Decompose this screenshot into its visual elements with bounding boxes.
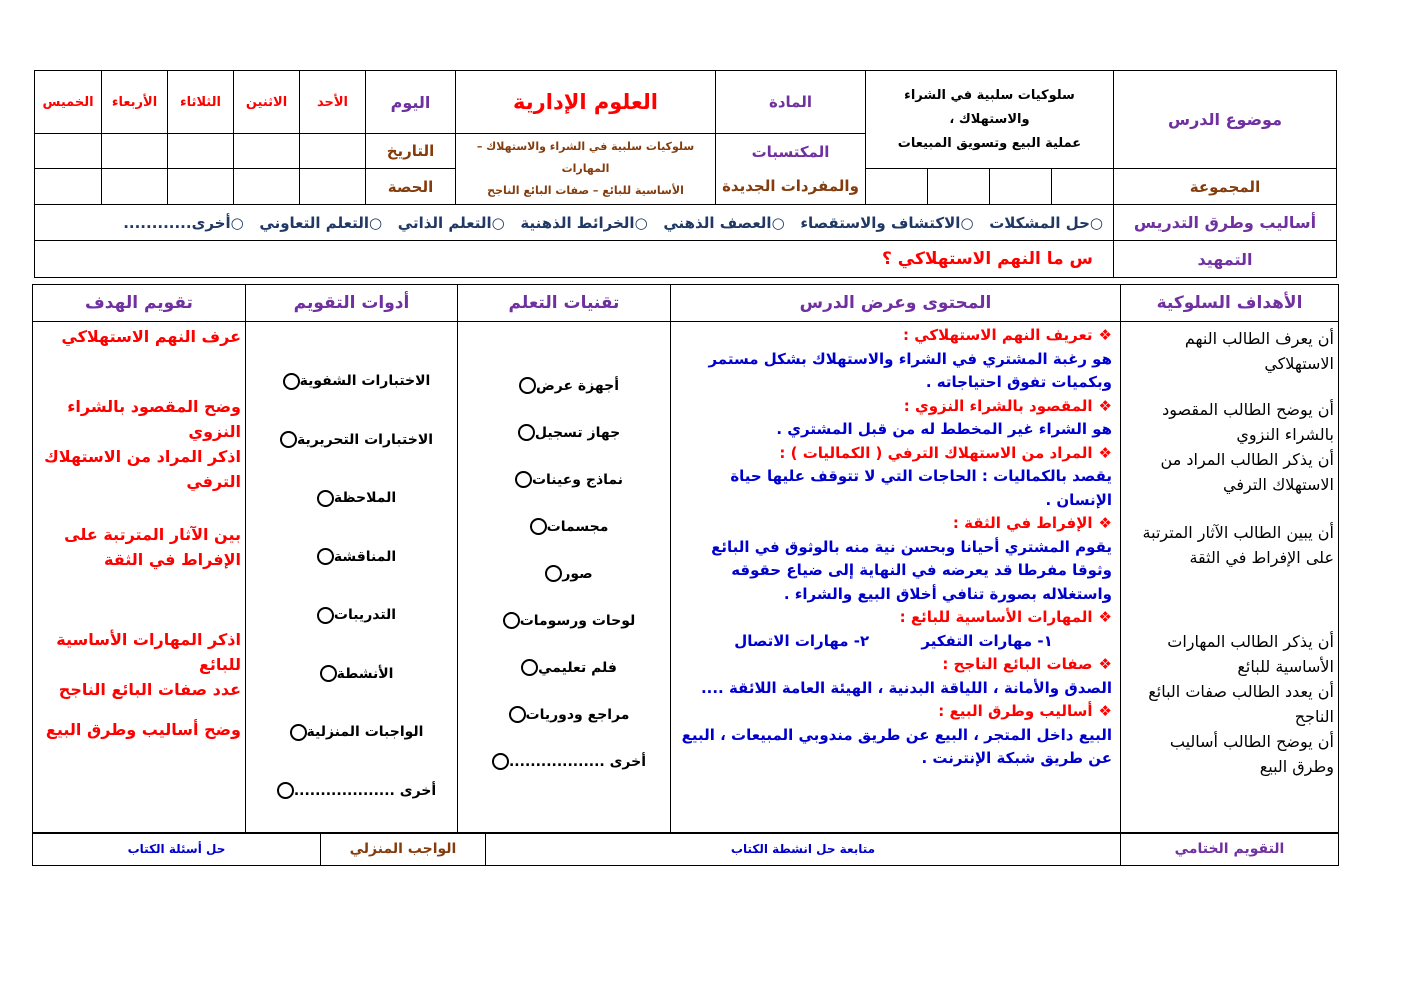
- content-heading: صفات البائع الناجح :: [942, 655, 1093, 673]
- radio-circle-icon[interactable]: [317, 607, 334, 624]
- content-heading: المهارات الأساسية للبائع :: [899, 608, 1093, 626]
- period-cell-2[interactable]: [234, 169, 300, 205]
- content-paragraph: يقصد بالكماليات : الحاجات التي لا تتوقف عليها حياة الإنسان .: [730, 467, 1112, 509]
- period-label: الحصة: [366, 169, 456, 205]
- diamond-bullet-icon: ❖: [1098, 443, 1112, 462]
- technique-item[interactable]: نماذج وعينات: [462, 456, 666, 503]
- diamond-bullet-icon: ❖: [1098, 514, 1112, 532]
- radio-circle-icon[interactable]: [518, 424, 535, 441]
- radio-circle-icon[interactable]: [317, 548, 334, 565]
- col-techniques: تقنيات التعلم: [458, 285, 671, 322]
- footer-table: [32, 832, 1339, 866]
- content-heading: تعريف النهم الاستهلاكي :: [903, 326, 1093, 344]
- tool-item[interactable]: المناقشة: [250, 528, 453, 587]
- evaluation-item: بين الآثار المترتبة على الإفراط في الثقة: [64, 525, 241, 569]
- subject-value: العلوم الإدارية: [456, 71, 716, 134]
- date-cell-2[interactable]: [234, 134, 300, 169]
- final-eval-label: التقويم الختامي: [1121, 833, 1339, 866]
- radio-circle-icon[interactable]: [492, 753, 509, 770]
- evaluation-item: وضح المقصود بالشراء النزوي: [67, 397, 241, 441]
- radio-circle-icon[interactable]: [519, 377, 536, 394]
- group-cell[interactable]: [866, 169, 927, 204]
- date-cell-5[interactable]: [35, 134, 102, 169]
- radio-circle-icon[interactable]: [545, 565, 562, 582]
- tool-item[interactable]: أخرى ...................: [250, 762, 453, 821]
- radio-circle-icon[interactable]: [277, 782, 294, 799]
- tool-item[interactable]: الواجبات المنزلية: [250, 703, 453, 762]
- period-cell-5[interactable]: [35, 169, 102, 205]
- method-item[interactable]: ○حل المشكلات: [989, 213, 1103, 232]
- intro-label: التمهيد: [1114, 241, 1337, 278]
- homework-value: حل أسئلة الكتاب: [33, 833, 321, 866]
- col-tools: أدوات التقويم: [246, 285, 458, 322]
- technique-item[interactable]: جهاز تسجيل: [462, 409, 666, 456]
- intro-question: س ما النهم الاستهلاكي ؟: [35, 241, 1114, 278]
- period-cell-4[interactable]: [102, 169, 168, 205]
- tool-item[interactable]: الاختبارات التحريرية: [250, 411, 453, 470]
- date-cell-3[interactable]: [168, 134, 234, 169]
- objective-item: أن يذكر الطالب المراد من الاستهلاك الترفي: [1160, 450, 1334, 494]
- tool-item[interactable]: الملاحظة: [250, 469, 453, 528]
- diamond-bullet-icon: ❖: [1098, 396, 1112, 415]
- evaluation-item: عرف النهم الاستهلاكي: [61, 327, 241, 346]
- radio-circle-icon[interactable]: [283, 373, 300, 390]
- technique-item[interactable]: مراجع ودوريات: [462, 691, 666, 738]
- method-item[interactable]: ○الخرائط الذهنية: [520, 213, 648, 232]
- group-cell[interactable]: [989, 169, 1051, 204]
- objectives-cell: [1121, 322, 1339, 834]
- group-cell[interactable]: [927, 169, 989, 204]
- homework-label: الواجب المنزلي: [321, 833, 486, 866]
- lesson-topic-label: موضوع الدرس: [1114, 71, 1337, 169]
- technique-item[interactable]: أخرى ..................: [462, 738, 666, 785]
- group-cells: [866, 169, 1114, 205]
- evaluation-item: اذكر المراد من الاستهلاك الترفي: [44, 447, 241, 491]
- method-item[interactable]: ○الاكتشاف والاستقصاء: [800, 213, 974, 232]
- final-eval-value: متابعة حل انشطة الكتاب: [486, 833, 1121, 866]
- technique-item[interactable]: أجهزة عرض: [462, 362, 666, 409]
- day-thursday: الخميس: [35, 71, 102, 134]
- content-paragraph: هو رغبة المشتري في الشراء والاستهلاك بشكل مستمر وبكميات تفوق احتياجاته .: [708, 349, 1112, 391]
- tools-cell: [246, 322, 458, 834]
- technique-item[interactable]: لوحات ورسومات: [462, 597, 666, 644]
- diamond-bullet-icon: ❖: [1098, 702, 1112, 720]
- methods-label: أساليب وطرق التدريس: [1114, 205, 1337, 241]
- day-monday: الاثنين: [234, 71, 300, 134]
- lesson-info-table: [34, 70, 1337, 278]
- methods-list: [35, 205, 1114, 241]
- method-item[interactable]: ○العصف الذهني: [663, 213, 785, 232]
- date-cell-1[interactable]: [300, 134, 366, 169]
- diamond-bullet-icon: ❖: [1098, 608, 1112, 626]
- radio-circle-icon[interactable]: [509, 706, 526, 723]
- subject-label: المادة: [716, 71, 866, 134]
- objective-item: أن يبين الطالب الآثار المترتبة على الإفراط في الثقة: [1142, 523, 1334, 567]
- col-objectives: الأهداف السلوكية: [1121, 285, 1339, 322]
- group-label: المجموعة: [1114, 169, 1337, 205]
- technique-item[interactable]: صور: [462, 550, 666, 597]
- radio-circle-icon[interactable]: [503, 612, 520, 629]
- acquired-value: سلوكيات سلبية في الشراء والاستهلاك – المهارات الأساسية للبائع – صفات البائع الناجح: [456, 134, 716, 205]
- col-content: المحتوى وعرض الدرس: [671, 285, 1121, 322]
- evaluation-item: وضح أساليب وطرق البيع: [45, 720, 241, 739]
- objective-item: أن يوضح الطالب المقصود بالشراء النزوي: [1162, 400, 1334, 444]
- diamond-bullet-icon: ❖: [1098, 326, 1112, 344]
- techniques-cell: [458, 322, 671, 834]
- radio-circle-icon[interactable]: [280, 431, 297, 448]
- radio-circle-icon[interactable]: [521, 659, 538, 676]
- tool-item[interactable]: الاختبارات الشفوية: [250, 352, 453, 411]
- method-item[interactable]: ○التعلم التعاوني: [259, 213, 383, 232]
- diamond-bullet-icon: ❖: [1098, 655, 1112, 673]
- day-label: اليوم: [366, 71, 456, 134]
- content-heading: المراد من الاستهلاك الترفي ( الكماليات ) :: [779, 443, 1093, 462]
- period-cell-3[interactable]: [168, 169, 234, 205]
- technique-item[interactable]: مجسمات: [462, 503, 666, 550]
- techniques-list: [462, 362, 666, 785]
- radio-circle-icon[interactable]: [290, 724, 307, 741]
- tool-item[interactable]: الأنشطة: [250, 645, 453, 704]
- content-paragraph: الصدق والأمانة ، اللياقة البدنية ، الهيئة العامة اللائقة ....: [700, 678, 1112, 697]
- date-label: التاريخ: [366, 134, 456, 169]
- method-item[interactable]: ○أخرى............: [123, 213, 244, 232]
- technique-item[interactable]: فلم تعليمي: [462, 644, 666, 691]
- day-sunday: الأحد: [300, 71, 366, 134]
- lesson-topic-value: سلوكيات سلبية في الشراء والاستهلاك ، عملية البيع وتسويق المبيعات: [866, 71, 1114, 169]
- lesson-content-table: [32, 284, 1339, 834]
- evaluation-cell: [33, 322, 246, 834]
- col-evaluation: تقويم الهدف: [33, 285, 246, 322]
- acquired-label: المكتسبات والمفردات الجديدة: [716, 134, 866, 205]
- tool-item[interactable]: التدريبات: [250, 586, 453, 645]
- date-cell-4[interactable]: [102, 134, 168, 169]
- content-paragraph: هو الشراء غير المخطط له من قبل المشتري .: [776, 420, 1112, 438]
- objective-item: أن يذكر الطالب المهارات الأساسية للبائع: [1167, 632, 1334, 676]
- content-heading: أساليب وطرق البيع :: [938, 702, 1093, 720]
- radio-circle-icon[interactable]: [530, 518, 547, 535]
- content-heading: المقصود بالشراء النزوي :: [903, 396, 1093, 415]
- evaluation-item: اذكر المهارات الأساسية للبائع: [56, 630, 241, 674]
- radio-circle-icon[interactable]: [317, 490, 334, 507]
- method-item[interactable]: ○التعلم الذاتي: [397, 213, 505, 232]
- content-paragraph: البيع داخل المتجر ، البيع عن طريق مندوبي المبيعات ، البيع عن طريق شبكة الإنترنت .: [681, 725, 1112, 767]
- group-cell[interactable]: [1051, 169, 1113, 204]
- radio-circle-icon[interactable]: [515, 471, 532, 488]
- objective-item: أن يوضح الطالب أساليب وطرق البيع: [1169, 732, 1334, 776]
- radio-circle-icon[interactable]: [320, 665, 337, 682]
- objective-item: أن يعرف الطالب النهم الاستهلاكي: [1184, 329, 1334, 373]
- tools-list: [250, 352, 453, 820]
- objective-item: أن يعدد الطالب صفات البائع الناجح: [1148, 682, 1334, 726]
- evaluation-item: عدد صفات البائع الناجح: [58, 680, 241, 699]
- content-cell: [671, 322, 1121, 834]
- period-cell-1[interactable]: [300, 169, 366, 205]
- day-wednesday: الأربعاء: [102, 71, 168, 134]
- day-tuesday: الثلاثاء: [168, 71, 234, 134]
- content-heading: الإفراط في الثقة :: [952, 514, 1093, 532]
- content-paragraph: يقوم المشتري أحيانا وبحسن نية منه بالوثوق في البائع وثوقا مفرطا قد يعرضه في النهاية إلى ضياع حقوقه واستغلاله بصورة تنافي أخلاق البيع والشراء .: [711, 537, 1112, 603]
- content-paragraph: ١- مهارات التفكير ٢- مهارات الاتصال: [734, 631, 1053, 650]
